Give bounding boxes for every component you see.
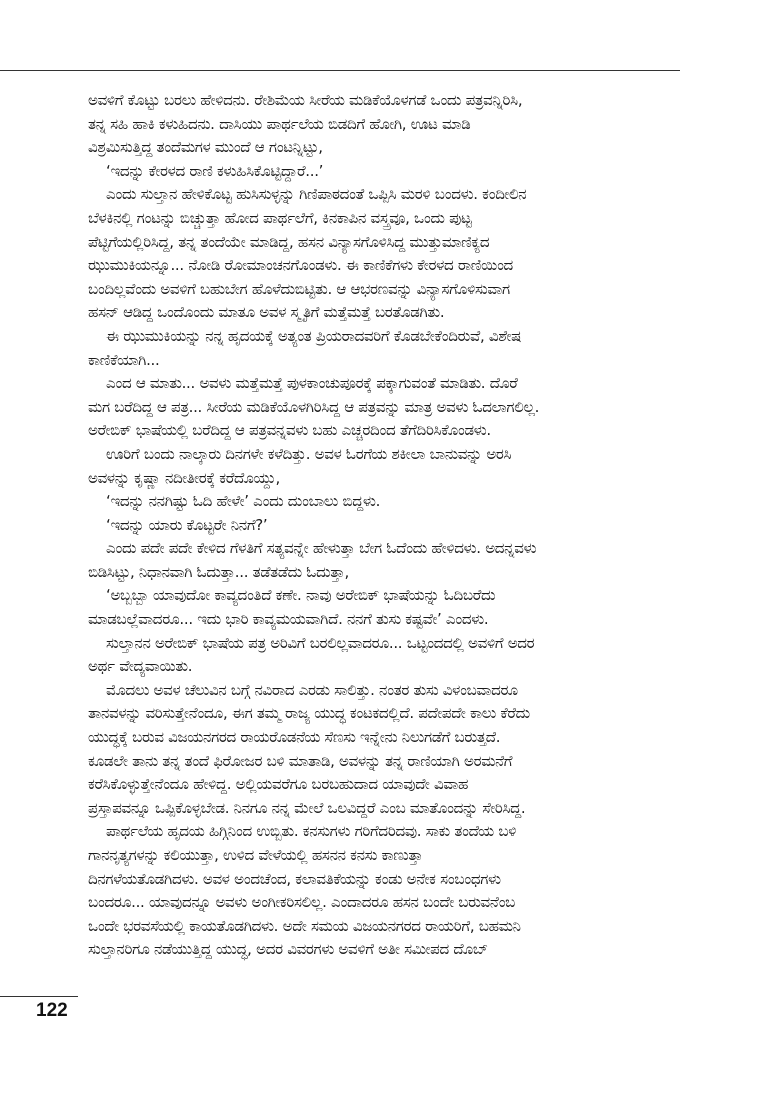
text-line: ‘ಇದನ್ನು ಕೇರಳದ ರಾಣಿ ಕಳುಹಿಸಿಕೊಟ್ಟಿದ್ದಾರೆ...’ (106, 161, 324, 180)
text-line: ಎಂದ ಆ ಮಾತು... ಅವಳು ಮತ್ತೆಮತ್ತೆ ಪುಳಕಾಂಚುಪೂರಕ್ಕೆ ಪಕ್ಕಾಗುವಂತೆ ಮಾಡಿತು. ದೊರೆ (106, 374, 518, 393)
text-line: ಕಾಣಿಕೆಯಾಗಿ... (88, 350, 160, 369)
text-line: ಎಂದು ಸುಲ್ತಾನ ಹೇಳಿಕೊಟ್ಟ ಹುಸಿಸುಳ್ಳನ್ನು ಗಿಣಿಪಾಠದಂತೆ ಒಪ್ಪಿಸಿ ಮರಳಿ ಬಂದಳು. ಕಂದೀಲಿನ (106, 185, 527, 204)
text-line: ಒಂದೇ ಭರವಸೆಯಲ್ಲಿ ಕಾಯತೊಡಗಿದಳು. ಅದೇ ಸಮಯ ವಿಜಯನಗರದ ರಾಯರಿಗೆ, ಬಹಮನಿ (88, 916, 521, 935)
text-line: ಕರೆಸಿಕೊಳ್ಳುತ್ತೇನೆಂದೂ ಹೇಳಿದ್ದ. ಅಲ್ಲಿಯವರೆಗೂ ಬರಬಹುದಾದ ಯಾವುದೇ ವಿವಾಹ (88, 775, 469, 794)
text-line: ಪಾರ್ಥಲೆಯ ಹೃದಯ ಹಿಗ್ಗಿನಿಂದ ಉಬ್ಬಿತು. ಕನಸುಗಳು ಗರಿಗೆದರಿದವು. ಸಾಕು ತಂದೆಯ ಬಳಿ (106, 822, 517, 841)
text-line: ಎಂದು ಪದೇ ಪದೇ ಕೇಳಿದ ಗೆಳತಿಗೆ ಸತ್ಯವನ್ನೇ ಹೇಳುತ್ತಾ ಬೇಗ ಓದೆಂದು ಹೇಳಿದಳು. ಅದನ್ನವಳು (106, 539, 537, 558)
text-line: ಮೊದಲು ಅವಳ ಚೆಲುವಿನ ಬಗ್ಗೆ ನವಿರಾದ ಎರಡು ಸಾಲಿತ್ತು. ನಂತರ ತುಸು ವಿಳಂಬವಾದರೂ (106, 680, 518, 699)
text-line: ಸುಲ್ತಾನನ ಅರೇಬಿಕ್ ಭಾಷೆಯ ಪತ್ರ ಅರಿವಿಗೆ ಬರಲಿಲ್ಲವಾದರೂ... ಒಟ್ಟಂದದಲ್ಲಿ ಅವಳಿಗೆ ಅದರ (106, 633, 535, 652)
header-rule (0, 70, 680, 71)
text-line: ವಿಶ್ರಮಿಸುತ್ತಿದ್ದ ತಂದೆಮಗಳ ಮುಂದೆ ಆ ಗಂಟನ್ನಿಟ್ಟು, (88, 138, 323, 157)
text-line: ‘ಅಬ್ಬಬ್ಬಾ ಯಾವುದೋ ಕಾವ್ಯದಂತಿದೆ ಕಣೇ. ನಾವು ಅರೇಬಿಕ್ ಭಾಷೆಯನ್ನು ಓದಿಬರೆದು (106, 586, 496, 605)
text-line: ತನ್ನ ಸಹಿ ಹಾಕಿ ಕಳುಹಿದನು. ದಾಸಿಯು ಪಾರ್ಥಲೆಯ ಬಿಡದಿಗೆ ಹೋಗಿ, ಊಟ ಮಾಡಿ (88, 114, 471, 133)
text-line: ‘ಇದನ್ನು ಯಾರು ಕೊಟ್ಟರೇ ನಿನಗೆ?’ (106, 515, 268, 534)
text-line: ಅರ್ಥ ವೇದ್ಯವಾಯಿತು. (88, 657, 193, 676)
page-number: 122 (36, 1000, 68, 1021)
text-line: ಅವಳನ್ನು ಕೃಷ್ಣಾ ನದೀತೀರಕ್ಕೆ ಕರೆದೊಯ್ದು, (88, 468, 280, 487)
text-line: ಮಗ ಬರೆದಿದ್ದ ಆ ಪತ್ರ... ಸೀರೆಯ ಮಡಿಕೆಯೊಳಗಿರಿಸಿದ್ದ ಆ ಪತ್ರವನ್ನು ಮಾತ್ರ ಅವಳು ಓದಲಾಗಲಿಲ್ಲ. (88, 397, 540, 416)
text-line: ಸುಲ್ತಾನರಿಗೂ ನಡೆಯುತ್ತಿದ್ದ ಯುದ್ಧ, ಅದರ ವಿವರಗಳು ಅವಳಿಗೆ ಅತೀ ಸಮೀಪದ ದೊಬ್ (88, 940, 488, 959)
text-line: ಬಂದರೂ... ಯಾವುದನ್ನೂ ಅವಳು ಅಂಗೀಕರಿಸಲಿಲ್ಲ. ಎಂದಾದರೂ ಹಸನ ಬಂದೇ ಬರುವನೆಂಬ (88, 893, 516, 912)
body-text (88, 89, 678, 962)
text-line: ಅರೇಬಿಕ್ ಭಾಷೆಯಲ್ಲಿ ಬರೆದಿದ್ದ ಆ ಪತ್ರವನ್ನವಳು ಬಹು ಎಚ್ಚರದಿಂದ ತೆಗೆದಿರಿಸಿಕೊಂಡಳು. (88, 421, 491, 440)
text-line: ತಾನವಳನ್ನು ವರಿಸುತ್ತೇನೆಂದೂ, ಈಗ ತಮ್ಮ ರಾಜ್ಯ ಯುದ್ಧ ಕಂಟಕದಲ್ಲಿದೆ. ಪದೇಪದೇ ಕಾಲು ಕೆರೆದು (88, 704, 530, 723)
footer-rule (0, 996, 78, 997)
text-line: ಮಾಡಬಲ್ಲೆವಾದರೂ... ಇದು ಭಾರಿ ಕಾವ್ಯಮಯವಾಗಿದೆ. ನನಗೆ ತುಸು ಕಷ್ಟವೇ’ ಎಂದಳು. (88, 610, 489, 629)
text-line: ಗಾನನೃತ್ಯಗಳನ್ನು ಕಲಿಯುತ್ತಾ, ಉಳಿದ ವೇಳೆಯಲ್ಲಿ ಹಸನನ ಕನಸು ಕಾಣುತ್ತಾ (88, 846, 423, 864)
text-line: ದಿನಗಳೆಯತೊಡಗಿದಳು. ಅವಳ ಅಂದಚೆಂದ, ಕಲಾವತಿಕೆಯನ್ನು ಕಂಡು ಅನೇಕ ಸಂಬಂಧಗಳು (88, 869, 501, 888)
text-line: ಬಂದಿಲ್ಲವೆಂದು ಅವಳಿಗೆ ಬಹುಬೇಗ ಹೊಳೆದುಬಿಟ್ಟಿತು. ಆ ಆಭರಣವನ್ನು ವಿನ್ಯಾಸಗೊಳಿಸುವಾಗ (88, 279, 510, 298)
text-line: ಬೆಳಕಿನಲ್ಲಿ ಗಂಟನ್ನು ಬಿಚ್ಚುತ್ತಾ ಹೋದ ಪಾರ್ಥಲೆಗೆ, ಕಿನಕಾಪಿನ ವಸ್ತ್ರವೂ, ಒಂದು ಪುಟ್ಟ (88, 208, 472, 227)
text-line: ಹಸನ್ ಆಡಿದ್ದ ಒಂದೊಂದು ಮಾತೂ ಅವಳ ಸ್ಮೃತಿಗೆ ಮತ್ತೆಮತ್ತೆ ಬರತೊಡಗಿತು. (88, 303, 445, 322)
text-line: ಪ್ರಸ್ತಾಪವನ್ನೂ ಒಪ್ಪಿಕೊಳ್ಳಬೇಡ. ನಿನಗೂ ನನ್ನ ಮೇಲೆ ಒಲವಿದ್ದರೆ ಎಂಬ ಮಾತೊಂದನ್ನು ಸೇರಿಸಿದ್ದ. (88, 798, 526, 817)
text-line: ಯುದ್ಧಕ್ಕೆ ಬರುವ ವಿಜಯನಗರದ ರಾಯರೊಡನೆಯ ಸೆಣಸು ಇನ್ನೇನು ನಿಲುಗಡೆಗೆ ಬರುತ್ತದೆ. (88, 728, 501, 747)
text-line: ಕೂಡಲೇ ತಾನು ತನ್ನ ತಂದೆ ಫಿರೋಜರ ಬಳಿ ಮಾತಾಡಿ, ಅವಳನ್ನು ತನ್ನ ರಾಣಿಯಾಗಿ ಅರಮನೆಗೆ (88, 751, 513, 770)
text-line: ಈ ಝುಮುಕಿಯನ್ನು ನನ್ನ ಹೃದಯಕ್ಕೆ ಅತ್ಯಂತ ಪ್ರಿಯರಾದವರಿಗೆ ಕೊಡಬೇಕೆಂದಿರುವೆ, ವಿಶೇಷ (106, 326, 522, 345)
text-line: ಝುಮುಕಿಯನ್ನೂ... ನೋಡಿ ರೋಮಾಂಚನಗೊಂಡಳು. ಈ ಕಾಣಿಕೆಗಳು ಕೇರಳದ ರಾಣಿಯಿಂದ (88, 256, 513, 275)
text-line: ಅವಳಿಗೆ ಕೊಟ್ಟು ಬರಲು ಹೇಳಿದನು. ರೇಶಿಮೆಯ ಸೀರೆಯ ಮಡಿಕೆಯೊಳಗಡೆ ಒಂದು ಪತ್ರವನ್ನಿರಿಸಿ, (88, 91, 523, 109)
text-line: ಊರಿಗೆ ಬಂದು ನಾಲ್ಕಾರು ದಿನಗಳೇ ಕಳೆದಿತ್ತು. ಅವಳ ಓರಗೆಯ ಶಕೀಲಾ ಬಾನುವನ್ನು ಅರಸಿ (106, 444, 512, 463)
text-line: ಬಿಡಿಸಿಟ್ಟು, ನಿಧಾನವಾಗಿ ಓದುತ್ತಾ... ತಡೆತಡೆದು ಓದುತ್ತಾ, (88, 562, 349, 581)
text-line: ಪೆಟ್ಟಿಗೆಯಲ್ಲಿರಿಸಿದ್ದ, ತನ್ನ ತಂದೆಯೇ ಮಾಡಿದ್ದ, ಹಸನ ವಿನ್ಯಾಸಗೊಳಿಸಿದ್ದ ಮುತ್ತುಮಾಣಿಕ್ಯದ (88, 232, 490, 251)
text-line: ‘ಇದನ್ನು ನನಗಿಷ್ಟು ಓದಿ ಹೇಳೇ’ ಎಂದು ದುಂಬಾಲು ಬಿದ್ದಳು. (106, 492, 381, 511)
